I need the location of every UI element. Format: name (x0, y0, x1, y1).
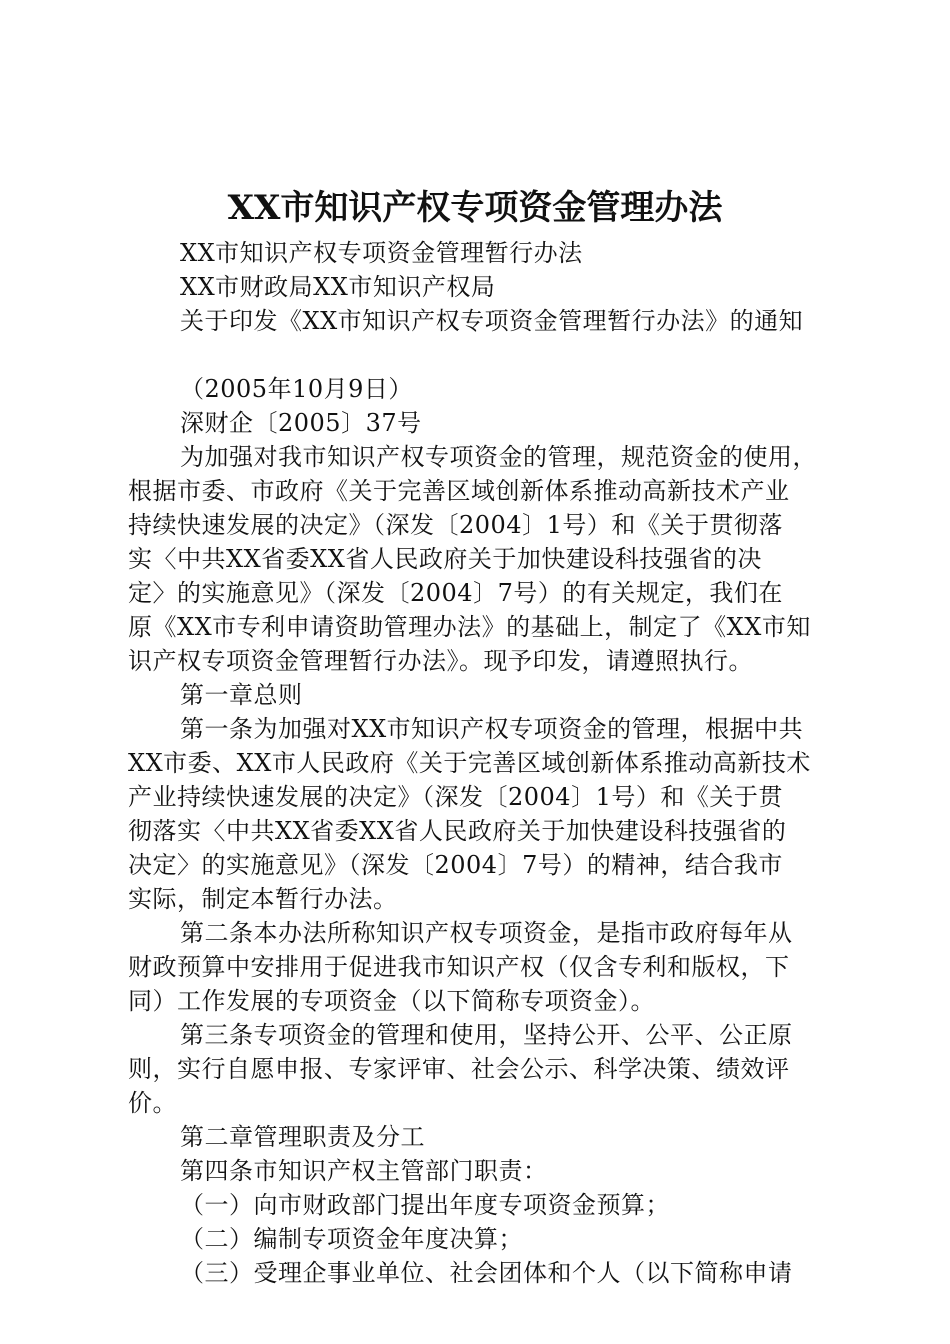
article-line: 价。 (128, 1089, 177, 1117)
issuer-line: XX市财政局XX市知识产权局 (180, 273, 496, 301)
list-item: （二）编制专项资金年度决算； (180, 1225, 523, 1253)
doc-number-line: 深财企〔2005〕37号 (180, 409, 422, 437)
article-line: 实际，制定本暂行办法。 (128, 885, 398, 913)
article-line: 第四条市知识产权主管部门职责： (180, 1157, 548, 1185)
chapter-heading: 第二章管理职责及分工 (180, 1123, 425, 1151)
paragraph-line: 为加强对我市知识产权专项资金的管理，规范资金的使用， (180, 443, 817, 471)
paragraph-line: 持续快速发展的决定》（深发〔2004〕1号）和《关于贯彻落 (128, 511, 783, 539)
article-line: 第二条本办法所称知识产权专项资金，是指市政府每年从 (180, 919, 793, 947)
article-line: 同）工作发展的专项资金（以下简称专项资金）。 (128, 987, 655, 1015)
paragraph-line: 实〈中共XX省委XX省人民政府关于加快建设科技强省的决 (128, 545, 762, 573)
article-line: 产业持续快速发展的决定》（深发〔2004〕1号）和《关于贯 (128, 783, 783, 811)
subtitle-line: XX市知识产权专项资金管理暂行办法 (180, 239, 583, 267)
article-line: 决定〉的实施意见》（深发〔2004〕7号）的精神，结合我市 (128, 851, 783, 879)
blank-line (128, 338, 836, 372)
date-line: （2005年10月9日） (180, 375, 413, 403)
paragraph-line: 识产权专项资金管理暂行办法》。现予印发，请遵照执行。 (128, 647, 753, 675)
document-title: XX市知识产权专项资金管理办法 (227, 188, 723, 228)
document-body (128, 236, 836, 1290)
article-line: XX市委、XX市人民政府《关于完善区域创新体系推动高新技术 (128, 749, 811, 777)
article-line: 第三条专项资金的管理和使用，坚持公开、公平、公正原 (180, 1021, 793, 1049)
chapter-heading: 第一章总则 (180, 681, 303, 709)
article-line: 财政预算中安排用于促进我市知识产权（仅含专利和版权，下 (128, 953, 790, 981)
article-line: 则，实行自愿申报、专家评审、社会公示、科学决策、绩效评 (128, 1055, 790, 1083)
paragraph-line: 原《XX市专利申请资助管理办法》的基础上，制定了《XX市知 (128, 613, 811, 641)
paragraph-line: 定〉的实施意见》（深发〔2004〕7号）的有关规定，我们在 (128, 579, 783, 607)
list-item: （三）受理企事业单位、社会团体和个人（以下简称申请 (180, 1259, 793, 1287)
paragraph-line: 根据市委、市政府《关于完善区域创新体系推动高新技术产业 (128, 477, 790, 505)
article-line: 第一条为加强对XX市知识产权专项资金的管理，根据中共 (180, 715, 804, 743)
list-item: （一）向市财政部门提出年度专项资金预算； (180, 1191, 670, 1219)
article-line: 彻落实〈中共XX省委XX省人民政府关于加快建设科技强省的 (128, 817, 787, 845)
notice-title-line: 关于印发《XX市知识产权专项资金管理暂行办法》的通知 (180, 307, 804, 335)
